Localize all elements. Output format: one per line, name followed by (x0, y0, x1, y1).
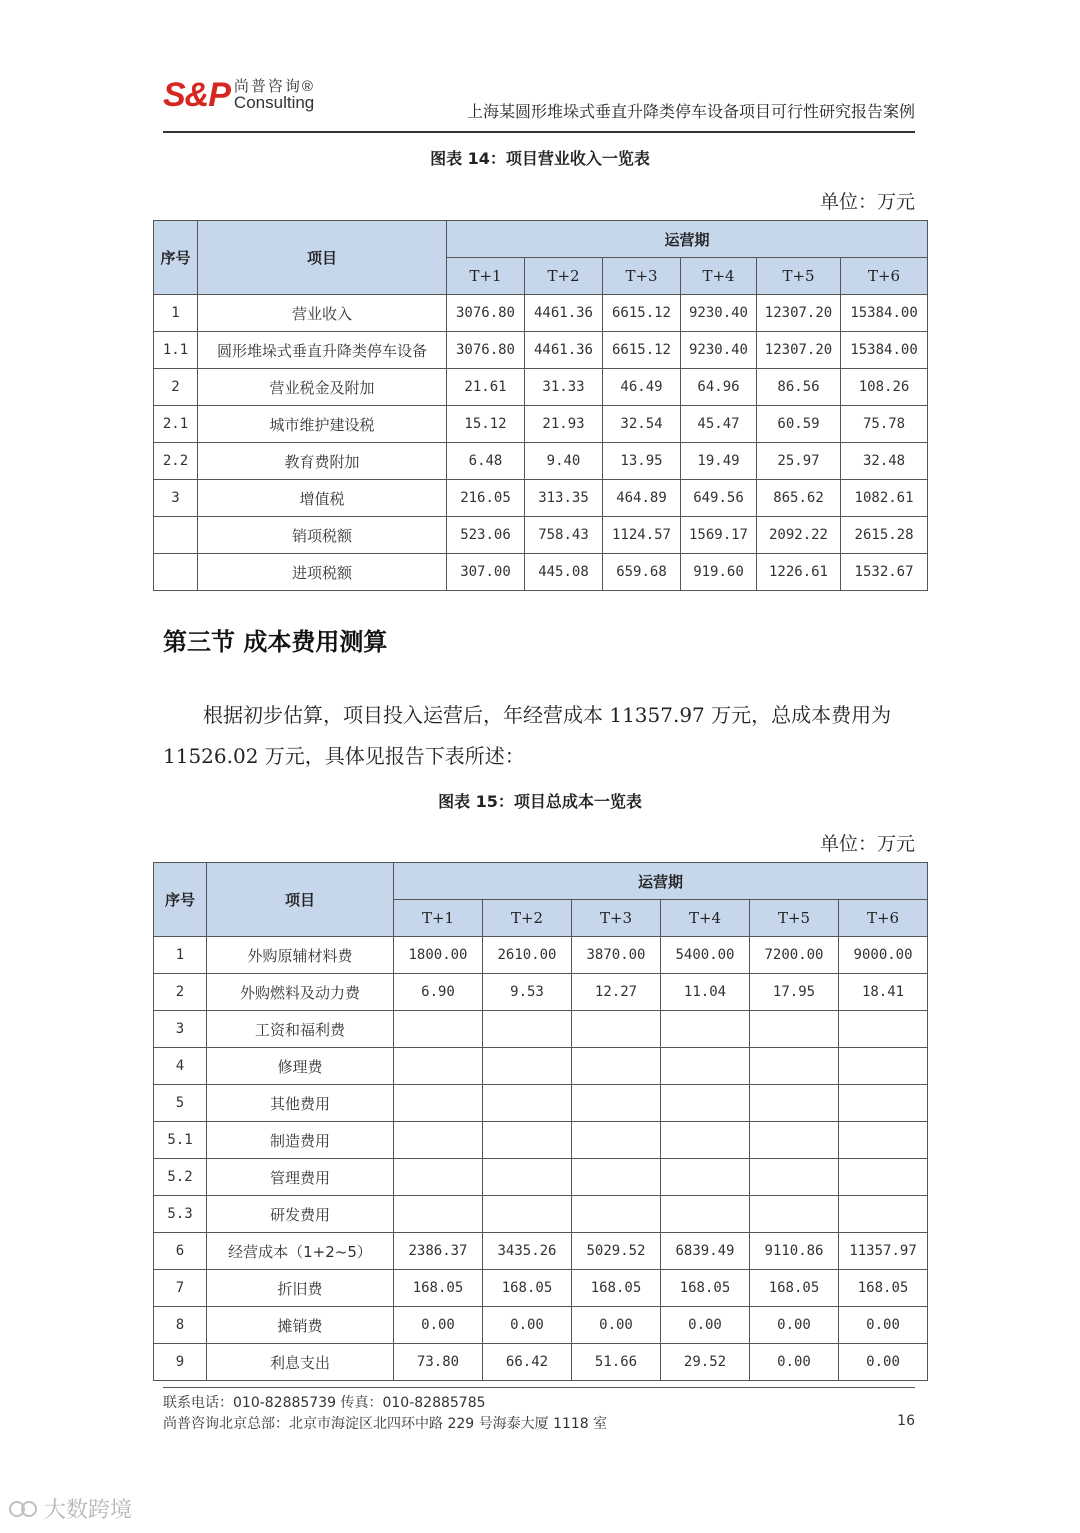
item-cell: 其他费用 (207, 1085, 394, 1122)
value-cell (394, 1122, 483, 1159)
item-cell: 修理费 (207, 1048, 394, 1085)
value-cell: 1226.61 (757, 554, 841, 591)
period-3-header: T+3 (572, 900, 661, 937)
value-cell: 0.00 (750, 1344, 839, 1381)
value-cell: 168.05 (572, 1270, 661, 1307)
value-cell (394, 1085, 483, 1122)
value-cell: 32.48 (841, 443, 928, 480)
value-cell (750, 1196, 839, 1233)
item-cell: 折旧费 (207, 1270, 394, 1307)
seq-cell (154, 517, 198, 554)
value-cell: 11.04 (661, 974, 750, 1011)
value-cell: 3870.00 (572, 937, 661, 974)
document-title: 上海某圆形堆垛式垂直升降类停车设备项目可行性研究报告案例 (466, 102, 915, 121)
value-cell: 6615.12 (603, 332, 681, 369)
seq-cell: 5.3 (154, 1196, 207, 1233)
value-cell: 758.43 (525, 517, 603, 554)
period-header: 运营期 (447, 221, 928, 258)
table-row (154, 937, 928, 974)
value-cell: 659.68 (603, 554, 681, 591)
value-cell (572, 1122, 661, 1159)
seq-cell: 6 (154, 1233, 207, 1270)
value-cell (394, 1159, 483, 1196)
seq-header: 序号 (154, 863, 207, 937)
table-row (154, 369, 928, 406)
table-row (154, 1344, 928, 1381)
value-cell: 12.27 (572, 974, 661, 1011)
seq-cell: 4 (154, 1048, 207, 1085)
value-cell: 2610.00 (483, 937, 572, 974)
table-row (154, 1307, 928, 1344)
table-row (154, 1196, 928, 1233)
value-cell (394, 1048, 483, 1085)
value-cell (483, 1011, 572, 1048)
value-cell: 4461.36 (525, 332, 603, 369)
value-cell (572, 1159, 661, 1196)
value-cell (572, 1048, 661, 1085)
value-cell: 64.96 (681, 369, 757, 406)
section-paragraph: 根据初步估算，项目投入运营后，年经营成本 11357.97 万元，总成本费用为 11526.02 万元，具体见报告下表所述： (163, 703, 892, 768)
value-cell (839, 1048, 928, 1085)
value-cell (483, 1085, 572, 1122)
table-row (154, 295, 928, 332)
value-cell (661, 1011, 750, 1048)
item-cell: 外购原辅材料费 (207, 937, 394, 974)
period-2-header: T+2 (483, 900, 572, 937)
table-row (154, 1048, 928, 1085)
section-title: 第三节 成本费用测算 (163, 628, 388, 656)
seq-cell: 5 (154, 1085, 207, 1122)
value-cell: 9230.40 (681, 295, 757, 332)
value-cell: 168.05 (394, 1270, 483, 1307)
value-cell: 9000.00 (839, 937, 928, 974)
seq-cell: 5.1 (154, 1122, 207, 1159)
item-header: 项目 (198, 221, 447, 295)
value-cell: 445.08 (525, 554, 603, 591)
value-cell: 1124.57 (603, 517, 681, 554)
seq-cell: 2 (154, 974, 207, 1011)
value-cell (839, 1159, 928, 1196)
value-cell: 13.95 (603, 443, 681, 480)
seq-cell: 9 (154, 1344, 207, 1381)
item-cell: 研发费用 (207, 1196, 394, 1233)
period-3-header: T+3 (603, 258, 681, 295)
seq-cell: 1.1 (154, 332, 198, 369)
value-cell (839, 1122, 928, 1159)
table-row (154, 1233, 928, 1270)
value-cell (483, 1196, 572, 1233)
seq-cell: 7 (154, 1270, 207, 1307)
value-cell: 51.66 (572, 1344, 661, 1381)
seq-cell: 8 (154, 1307, 207, 1344)
table15-caption: 图表 15：项目总成本一览表 (438, 792, 642, 811)
watermark-logo-icon (8, 1497, 38, 1521)
value-cell: 3076.80 (447, 332, 525, 369)
value-cell: 12307.20 (757, 295, 841, 332)
table-row (154, 480, 928, 517)
watermark (8, 1493, 132, 1524)
table-row (154, 974, 928, 1011)
value-cell: 2092.22 (757, 517, 841, 554)
value-cell: 1569.17 (681, 517, 757, 554)
value-cell: 18.41 (839, 974, 928, 1011)
period-2-header: T+2 (525, 258, 603, 295)
value-cell: 6.90 (394, 974, 483, 1011)
seq-cell: 3 (154, 1011, 207, 1048)
value-cell: 2386.37 (394, 1233, 483, 1270)
value-cell: 66.42 (483, 1344, 572, 1381)
value-cell (483, 1048, 572, 1085)
item-cell: 摊销费 (207, 1307, 394, 1344)
value-cell: 168.05 (839, 1270, 928, 1307)
period-4-header: T+4 (681, 258, 757, 295)
seq-cell: 1 (154, 937, 207, 974)
footer-contact: 联系电话：010-82885739 传真：010-82885785 (163, 1395, 486, 1411)
value-cell: 15384.00 (841, 332, 928, 369)
seq-header: 序号 (154, 221, 198, 295)
value-cell: 73.80 (394, 1344, 483, 1381)
item-header: 项目 (207, 863, 394, 937)
table-row (154, 1011, 928, 1048)
logo-mark: S&P (163, 76, 230, 114)
logo-english-name: Consulting (233, 93, 315, 112)
seq-cell: 2.1 (154, 406, 198, 443)
page-number: 16 (897, 1413, 915, 1429)
value-cell (750, 1122, 839, 1159)
value-cell: 86.56 (757, 369, 841, 406)
item-cell: 经营成本（1+2~5） (207, 1233, 394, 1270)
table-row (154, 1085, 928, 1122)
period-6-header: T+6 (841, 258, 928, 295)
company-logo (163, 78, 315, 112)
value-cell: 1082.61 (841, 480, 928, 517)
value-cell (661, 1122, 750, 1159)
value-cell: 0.00 (661, 1307, 750, 1344)
value-cell: 0.00 (483, 1307, 572, 1344)
value-cell (483, 1122, 572, 1159)
value-cell: 168.05 (750, 1270, 839, 1307)
value-cell: 11357.97 (839, 1233, 928, 1270)
value-cell (750, 1011, 839, 1048)
watermark-text: 大数跨境 (44, 1498, 133, 1523)
value-cell: 31.33 (525, 369, 603, 406)
item-cell: 销项税额 (198, 517, 447, 554)
item-cell: 工资和福利费 (207, 1011, 394, 1048)
value-cell: 75.78 (841, 406, 928, 443)
value-cell: 1800.00 (394, 937, 483, 974)
revenue-table (153, 220, 928, 591)
table-row (154, 1270, 928, 1307)
value-cell: 9110.86 (750, 1233, 839, 1270)
seq-cell (154, 554, 198, 591)
value-cell: 5400.00 (661, 937, 750, 974)
value-cell: 865.62 (757, 480, 841, 517)
value-cell: 45.47 (681, 406, 757, 443)
value-cell: 4461.36 (525, 295, 603, 332)
value-cell: 919.60 (681, 554, 757, 591)
period-header: 运营期 (394, 863, 928, 900)
value-cell: 25.97 (757, 443, 841, 480)
seq-cell: 2.2 (154, 443, 198, 480)
table15-unit: 单位：万元 (819, 833, 915, 855)
value-cell: 0.00 (750, 1307, 839, 1344)
value-cell: 464.89 (603, 480, 681, 517)
value-cell: 168.05 (483, 1270, 572, 1307)
table14-unit: 单位：万元 (819, 191, 915, 213)
item-cell: 利息支出 (207, 1344, 394, 1381)
seq-cell: 2 (154, 369, 198, 406)
value-cell (394, 1011, 483, 1048)
value-cell: 9230.40 (681, 332, 757, 369)
value-cell (572, 1196, 661, 1233)
value-cell: 60.59 (757, 406, 841, 443)
value-cell: 21.93 (525, 406, 603, 443)
value-cell (839, 1011, 928, 1048)
table-row (154, 554, 928, 591)
item-cell: 营业收入 (198, 295, 447, 332)
period-6-header: T+6 (839, 900, 928, 937)
value-cell: 9.40 (525, 443, 603, 480)
value-cell (750, 1085, 839, 1122)
value-cell: 19.49 (681, 443, 757, 480)
value-cell: 0.00 (572, 1307, 661, 1344)
seq-cell: 1 (154, 295, 198, 332)
logo-chinese-name: 尚普咨询® (233, 78, 315, 95)
item-cell: 圆形堆垛式垂直升降类停车设备 (198, 332, 447, 369)
period-5-header: T+5 (750, 900, 839, 937)
value-cell (394, 1196, 483, 1233)
value-cell: 108.26 (841, 369, 928, 406)
value-cell: 12307.20 (757, 332, 841, 369)
value-cell: 17.95 (750, 974, 839, 1011)
table-row (154, 443, 928, 480)
item-cell: 进项税额 (198, 554, 447, 591)
cost-table (153, 862, 928, 1381)
value-cell (572, 1085, 661, 1122)
value-cell: 9.53 (483, 974, 572, 1011)
value-cell: 5029.52 (572, 1233, 661, 1270)
item-cell: 增值税 (198, 480, 447, 517)
value-cell: 6839.49 (661, 1233, 750, 1270)
period-4-header: T+4 (661, 900, 750, 937)
value-cell: 21.61 (447, 369, 525, 406)
value-cell: 3076.80 (447, 295, 525, 332)
value-cell: 523.06 (447, 517, 525, 554)
item-cell: 城市维护建设税 (198, 406, 447, 443)
value-cell (483, 1159, 572, 1196)
value-cell (661, 1048, 750, 1085)
item-cell: 外购燃料及动力费 (207, 974, 394, 1011)
value-cell: 15.12 (447, 406, 525, 443)
value-cell: 2615.28 (841, 517, 928, 554)
value-cell: 29.52 (661, 1344, 750, 1381)
value-cell (572, 1011, 661, 1048)
value-cell: 3435.26 (483, 1233, 572, 1270)
table-row (154, 1159, 928, 1196)
value-cell (661, 1159, 750, 1196)
value-cell (661, 1196, 750, 1233)
table-row (154, 406, 928, 443)
footer-address: 尚普咨询北京总部：北京市海淀区北四环中路 229 号海泰大厦 1118 室 (163, 1416, 608, 1432)
value-cell: 168.05 (661, 1270, 750, 1307)
value-cell: 7200.00 (750, 937, 839, 974)
seq-cell: 3 (154, 480, 198, 517)
value-cell (750, 1159, 839, 1196)
seq-cell: 5.2 (154, 1159, 207, 1196)
table14-caption: 图表 14：项目营业收入一览表 (430, 149, 650, 168)
item-cell: 营业税金及附加 (198, 369, 447, 406)
period-1-header: T+1 (447, 258, 525, 295)
value-cell: 6.48 (447, 443, 525, 480)
value-cell: 313.35 (525, 480, 603, 517)
item-cell: 制造费用 (207, 1122, 394, 1159)
footer-divider (163, 1387, 915, 1388)
header-divider (163, 131, 915, 133)
value-cell (661, 1085, 750, 1122)
value-cell: 32.54 (603, 406, 681, 443)
page-header (163, 74, 915, 132)
value-cell (839, 1085, 928, 1122)
value-cell: 0.00 (394, 1307, 483, 1344)
value-cell: 6615.12 (603, 295, 681, 332)
item-cell: 管理费用 (207, 1159, 394, 1196)
value-cell: 307.00 (447, 554, 525, 591)
value-cell (750, 1048, 839, 1085)
value-cell: 15384.00 (841, 295, 928, 332)
value-cell: 1532.67 (841, 554, 928, 591)
table-row (154, 1122, 928, 1159)
value-cell: 216.05 (447, 480, 525, 517)
value-cell (839, 1196, 928, 1233)
period-1-header: T+1 (394, 900, 483, 937)
value-cell: 0.00 (839, 1307, 928, 1344)
value-cell: 649.56 (681, 480, 757, 517)
value-cell: 0.00 (839, 1344, 928, 1381)
table-row (154, 517, 928, 554)
value-cell: 46.49 (603, 369, 681, 406)
table-row (154, 332, 928, 369)
period-5-header: T+5 (757, 258, 841, 295)
item-cell: 教育费附加 (198, 443, 447, 480)
